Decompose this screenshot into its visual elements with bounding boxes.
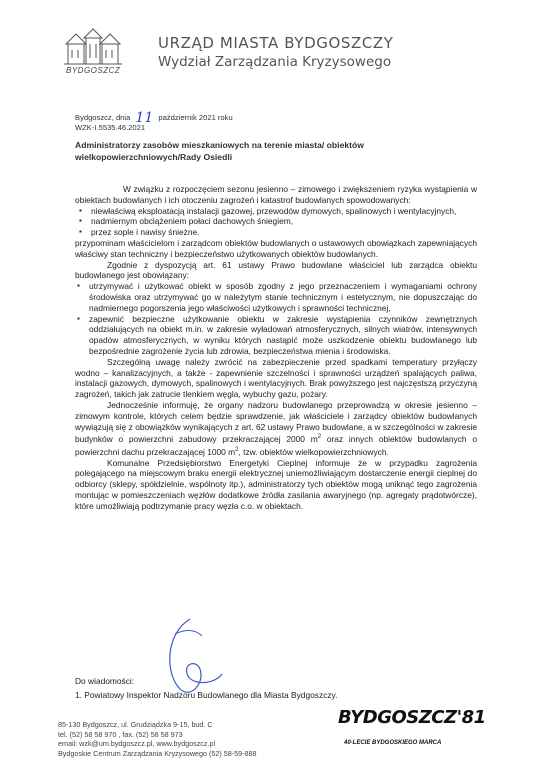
inspection-text-a: Jednocześnie informuję, że organy nadzoru budowlanego przeprowadzą w okresie jesienno – zimowym kontrole, których celem będzie sprawdzenie, jak właściciele i zarządcy obiektów budowlanych wywiązują się z obowiązków wynikających z art. 62 ustawy Prawo budowlane, a w szczególności w zakresie budynków o powierzchni zabudowy przekraczającej 2000 m [75,399,477,445]
superscript: 2 [317,434,322,441]
distribution-label: Do wiadomości: [75,676,135,686]
paragraph-article: Zgodnie z dyspozycją art. 61 ustawy Prawo budowlane właściciel lub zarządca obiektu budowlanego jest obowiązany: [75,259,477,281]
letter-body [75,184,477,512]
date-line [75,110,233,126]
list-item: ▪ nadmiernym obciążeniem połaci dachowych śniegiem, [91,216,477,227]
paragraph-attention: Szczególną uwagę należy zwrócić na zabezpieczenie przed spadkami temperatury przyłączy wodno – kanalizacyjnych, a także - zapewnienie szczelności i sprawności urządzeń spalających paliwa, instalacji gazowych, dymowych, spalinowych i wentylacyjnych. Brak powyższego jest najczęstszą przyczyną zagrożeń, takich jak zatrucie tlenkiem węgla, wybuchy gazu, pożary. [75,356,477,400]
anniversary-subtitle: 40-LECIE BYDGOSKIEGO MARCA [344,740,442,746]
paragraph-intro: W związku z rozpoczęciem sezonu jesienno – zimowego i zwiększeniem ryzyka wystąpienia w obiektach budowlanych i ich otoczeniu zagrożeń i katastrof budowlanych spowodowanych: [75,184,477,205]
office-name: URZĄD MIASTA BYDGOSZCZY [158,34,394,52]
anniversary-logo-text: BYDGOSZCZ'81 [338,707,486,728]
date-suffix: październik 2021 roku [158,113,233,122]
list-item: ▪ zapewnić bezpieczne użytkowanie obiektu w zakresie wystąpienia czynników zewnętrznych oddziałujących na obiekt m.in. w zakresie wyładowań atmosferycznych, silnych wiatrów, intensywnych opadów atmosferycznych, w wyniku których nastąpić może uszkodzenie obiektu budowlanego lub bezpośrednie zagrożenie życia lub zdrowia, bezpieczeństwa mienia i środowiska. [89,314,477,357]
inspection-text-b: oraz innych obiektów budowlanych o powierzchni dachu przekraczającej 1000 m [75,434,477,457]
footer-contact [58,720,257,758]
handwritten-day: 11 [135,110,154,126]
superscript: 2 [235,446,239,453]
footer-line: tel. (52) 58 58 970 , fax. (52) 58 58 973 [58,729,183,739]
distribution-item: 1. Powiatowy Inspektor Nadzoru Budowlanego dla Miasta Bydgoszczy. [75,690,338,700]
inspection-text-c: , tzw. obiektów wielkopowierzchniowych. [238,446,389,457]
paragraph-inspections [75,400,477,458]
document-meta [75,111,233,133]
list-item: ▪ utrzymywać i użytkować obiekt w sposób zgodny z jego przeznaczeniem i wymaganiami ochrony środowiska oraz utrzymywać go w należytym stanie technicznym i estetycznym, nie dopuszczając do nadmiernego pogorszenia jego właściwości użytkowych i sprawności technicznej, [89,281,477,313]
list-item: ▪ przez sople i nawisy śnieżne. [91,227,477,238]
reference-number: WZK-I.5535.46.2021 [75,123,146,132]
footer-line: 85-130 Bydgoszcz, ul. Grudziądzka 9-15, bud. C [58,720,213,729]
paragraph-heating: Komunalne Przedsiębiorstwo Energetyki Cieplnej informuje że w przypadku zagrożenia polegającego na miejscowym braku energii elektrycznej uniemożliwiającym dostarczenie energii cieplnej do odbiorcy (sklepy, spółdzielnie, wspólnoty itp.), administratorzy tych obiektów mogą uniknąć tego zagrożenia montując w pomieszczeniach węzłów dodatkowe źródła zasilania awaryjnego (np. agregaty prądotwórcze), które umożliwiają podtrzymanie pracy węzła c.o. w obiektach. [75,457,477,511]
hazard-list [75,206,477,238]
footer-line: Bydgoskie Centrum Zarządzania Kryzysowego (52) 58-59-888 [58,748,257,758]
place-prefix: Bydgoszcz, dnia [75,113,131,122]
list-item: ▪ niewłaściwą eksploatacją instalacji gazowej, przewodów dymowych, spalinowych i wentylacyjnych, [91,206,477,217]
footer-line: email: wzk@um.bydgoszcz.pl, www.bydgoszcz.pl [58,739,216,749]
department-name: Wydział Zarządzania Kryzysowego [158,54,392,70]
letterhead [62,28,482,88]
subject-line: Administratorzy zasobów mieszkaniowych na terenie miasta/ obiektów wielkopowierzchniowych/Rady Osiedli [75,140,364,162]
logo-text: BYDGOSZCZ [66,66,121,75]
paragraph-reminder: przypominam właścicielom i zarządcom obiektów budowlanych o ustawowych obowiązkach zapewniających właściwy stan techniczny i bezpieczeństwo użytkowanych obiektów budowlanych. [75,237,477,259]
obligations-list [75,281,477,357]
